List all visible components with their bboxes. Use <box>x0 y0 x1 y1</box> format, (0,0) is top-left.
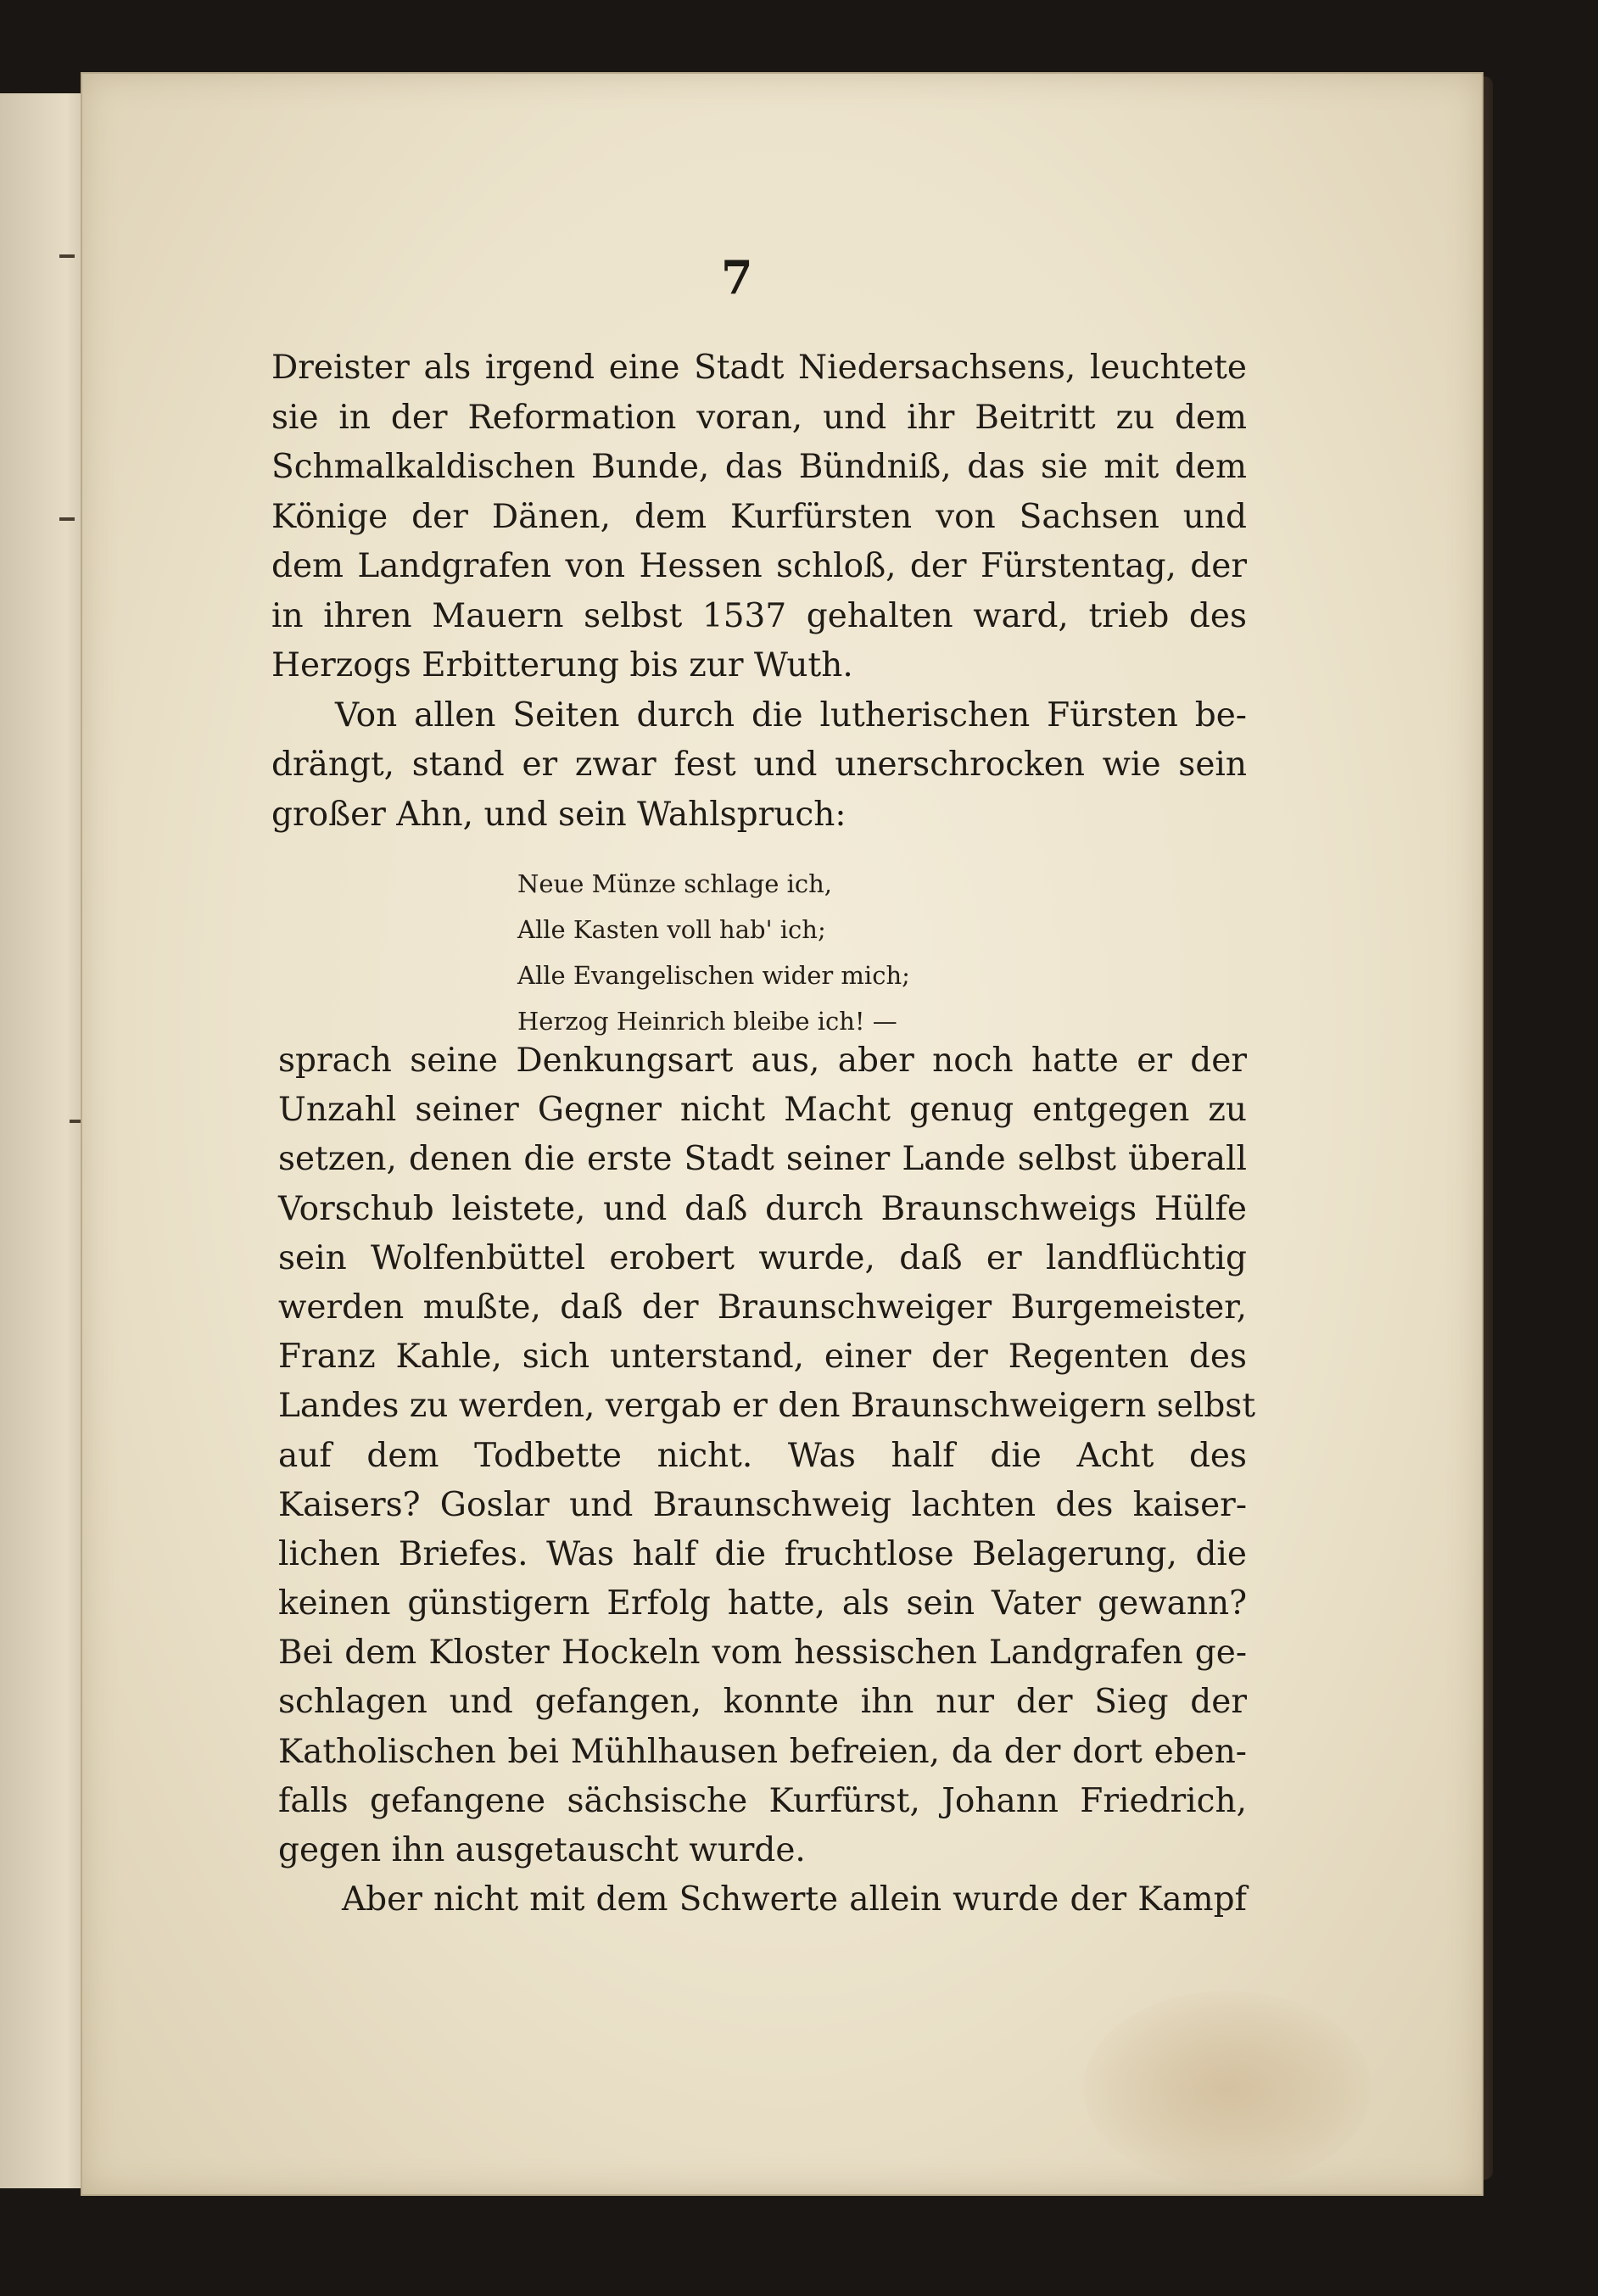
text-line: dem Landgrafen von Hessen schloß, der Fürstentag, der <box>271 547 1247 585</box>
text-line: lichen Briefes. Was half die fruchtlose Belagerung, die <box>278 1534 1247 1573</box>
binding-stitch <box>59 517 75 521</box>
text-line: Vorschub leistete, und daß durch Braunschweigs Hülfe <box>278 1189 1247 1228</box>
text-line: sie in der Reformation voran, und ihr Beitritt zu dem <box>271 398 1247 437</box>
text-line: gegen ihn ausgetauscht wurde. <box>278 1831 806 1869</box>
text-line: sprach seine Denkungsart aus, aber noch hatte er der <box>278 1042 1247 1080</box>
text-line: Herzogs Erbitterung bis zur Wuth. <box>271 646 853 684</box>
text-line: falls gefangene sächsische Kurfürst, Johann Friedrich, <box>278 1781 1247 1820</box>
text-line: Von allen Seiten durch die lutherischen Fürsten be- <box>335 696 1247 735</box>
verse-line: Herzog Heinrich bleibe ich! — <box>517 1007 897 1036</box>
text-line: setzen, denen die erste Stadt seiner Lande selbst überall <box>278 1140 1247 1179</box>
text-line: Aber nicht mit dem Schwerte allein wurde der Kampf <box>342 1880 1247 1919</box>
text-line: werden mußte, daß der Braunschweiger Burgemeister, <box>278 1288 1247 1327</box>
verse-line: Alle Evangelischen wider mich; <box>517 961 910 990</box>
text-line: Unzahl seiner Gegner nicht Macht genug entgegen zu <box>278 1091 1247 1130</box>
page-number: 7 <box>721 250 753 304</box>
verse-line: Alle Kasten voll hab' ich; <box>517 915 826 944</box>
verse-block <box>517 861 910 1044</box>
verse-line: Neue Münze schlage ich, <box>517 869 833 898</box>
text-line: Bei dem Kloster Hockeln vom hessischen Landgrafen ge- <box>278 1634 1247 1673</box>
text-line: auf dem Todbette nicht. Was half die Acht des <box>278 1436 1247 1475</box>
text-block-top <box>271 344 1247 840</box>
text-line: in ihren Mauern selbst 1537 gehalten ward, trieb des <box>271 596 1247 635</box>
text-line: Dreister als irgend eine Stadt Niedersachsens, leuchtete <box>271 349 1247 387</box>
text-line: Katholischen bei Mühlhausen befreien, da der dort eben- <box>278 1732 1247 1771</box>
text-line: großer Ahn, und sein Wahlspruch: <box>271 795 846 834</box>
text-line: Franz Kahle, sich unterstand, einer der Regenten des <box>278 1338 1247 1377</box>
water-stain <box>1083 1991 1372 2186</box>
text-line: Schmalkaldischen Bunde, das Bündniß, das sie mit dem <box>271 448 1247 486</box>
text-line: schlagen und gefangen, konnte ihn nur der Sieg der <box>278 1683 1247 1722</box>
text-line: Kaisers? Goslar und Braunschweig lachten des kaiser- <box>278 1485 1247 1524</box>
binding-stitch <box>59 254 75 258</box>
text-block-bottom <box>278 1036 1255 1925</box>
text-line: Landes zu werden, vergab er den Braunschweigern selbst <box>278 1387 1255 1426</box>
text-line: sein Wolfenbüttel erobert wurde, daß er landflüchtig <box>278 1238 1247 1277</box>
text-line: Könige der Dänen, dem Kurfürsten von Sachsen und <box>271 497 1247 536</box>
text-line: drängt, stand er zwar fest und unerschrocken wie sein <box>271 746 1247 784</box>
text-line: keinen günstigern Erfolg hatte, als sein Vater gewann? <box>278 1584 1247 1623</box>
